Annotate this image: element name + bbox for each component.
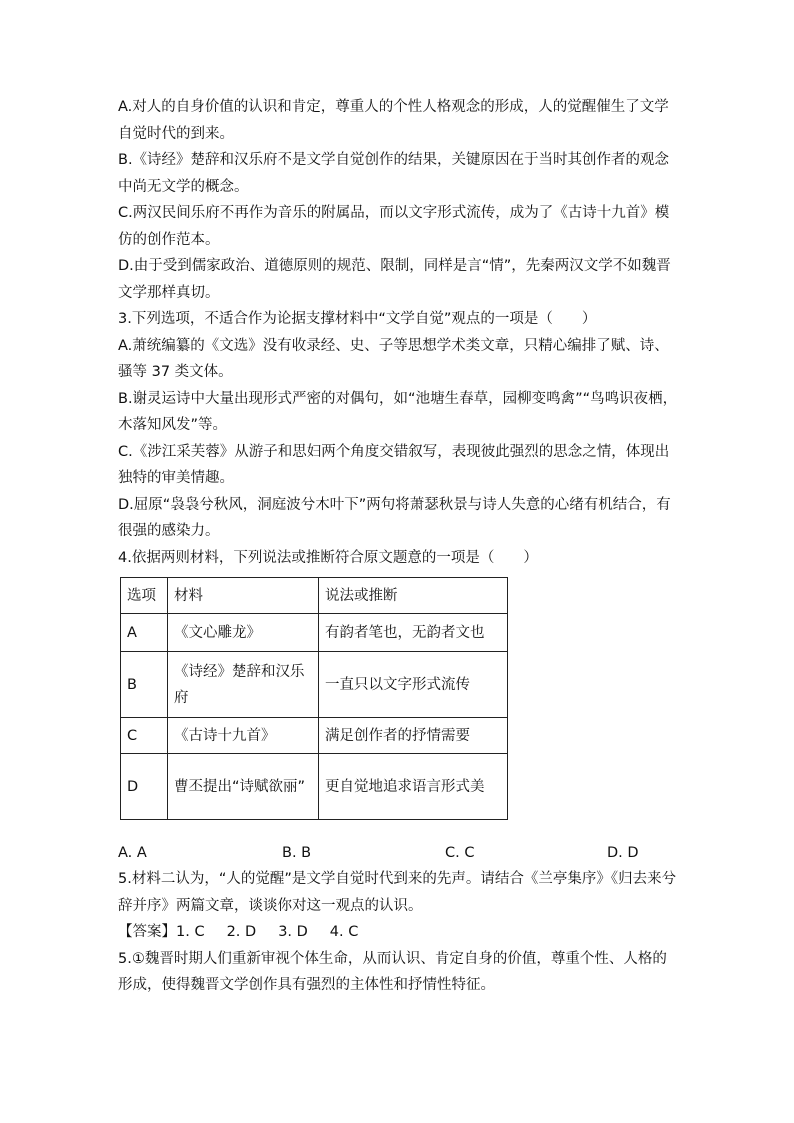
q4-choice-a: A. A [118, 845, 147, 861]
q2-option-b: B.《诗经》楚辞和汉乐府不是文学自觉创作的结果，关键原因在于当时其创作者的观念中尚无文学的概念。 [118, 152, 670, 195]
table-cell: 一直只以文字形式流传 [319, 652, 508, 718]
q4-stem: 4.依据两则材料，下列说法或推断符合原文题意的一项是（ ） [118, 549, 538, 566]
table-row [121, 754, 508, 820]
table-row [121, 652, 508, 718]
q3-option-b: B.谢灵运诗中大量出现形式严密的对偶句，如“池塘生春草，园柳变鸣禽”“鸟鸣识夜栖，木落知风发”等。 [118, 390, 678, 433]
table-header-row [121, 578, 508, 614]
table-header-cell: 说法或推断 [319, 578, 508, 614]
table-row [121, 614, 508, 652]
table-cell: 满足创作者的抒情需要 [319, 718, 508, 754]
q4-choice-b: B. B [282, 845, 312, 861]
table-cell: 《诗经》楚辞和汉乐府 [168, 652, 319, 718]
table-cell: B [121, 652, 168, 718]
q5-answer: 5.①魏晋时期人们重新审视个体生命，从而认识、肯定自身的价值，尊重个性、人格的形成，使得魏晋文学创作具有强烈的主体性和抒情性特征。 [118, 950, 667, 993]
q4-choices [118, 840, 678, 866]
q5-stem: 5.材料二认为，“人的觉醒”是文学自觉时代到来的先声。请结合《兰亭集序》《归去来兮辞并序》两篇文章，谈谈你对这一观点的认识。 [118, 871, 677, 914]
q4-table [120, 577, 508, 820]
q2-option-c: C.两汉民间乐府不再作为音乐的附属品，而以文字形式流传，成为了《古诗十九首》模仿的创作范本。 [118, 205, 670, 248]
answer-item: 2. D [226, 924, 257, 940]
q3-stem: 3.下列选项，不适合作为论据支撑材料中“文学自觉”观点的一项是（ ） [118, 311, 597, 327]
q4-choice-d: D. D [607, 845, 639, 861]
q3-option-c: C.《涉江采芙蓉》从游子和思妇两个角度交错叙写，表现彼此强烈的思念之情，体现出独特的审美情趣。 [118, 443, 670, 486]
table-cell: 有韵者笔也，无韵者文也 [319, 614, 508, 652]
q4-choice-c: C. C [445, 845, 475, 861]
page-content [118, 94, 678, 999]
answer-item: 4. C [329, 924, 359, 940]
table-header-cell: 选项 [121, 578, 168, 614]
table-cell: A [121, 614, 168, 652]
table-row [121, 718, 508, 754]
answer-item: 3. D [278, 924, 308, 940]
answer-label: 【答案】 [118, 924, 176, 940]
q3-option-a: A.萧统编纂的《文选》没有收录经、史、子等思想学术类文章，只精心编排了赋、诗、骚等 37 类文体。 [118, 337, 669, 380]
q2-option-a: A.对人的自身价值的认识和肯定，尊重人的个性人格观念的形成，人的觉醒催生了文学自觉时代的到来。 [118, 99, 669, 142]
table-cell: 曹丕提出“诗赋欲丽” [168, 754, 319, 820]
table-cell: D [121, 754, 168, 820]
table-cell: C [121, 718, 168, 754]
answer-item: 1. C [176, 924, 205, 940]
table-header-cell: 材料 [168, 578, 319, 614]
table-cell: 更自觉地追求语言形式美 [319, 754, 508, 820]
table-cell: 《文心雕龙》 [168, 614, 319, 652]
table-cell: 《古诗十九首》 [168, 718, 319, 754]
q3-option-d: D.屈原“袅袅兮秋风，洞庭波兮木叶下”两句将萧瑟秋景与诗人失意的心绪有机结合，有很强的感染力。 [118, 496, 671, 539]
q2-option-d: D.由于受到儒家政治、道德原则的规范、限制，同样是言“情”，先秦两汉文学不如魏晋文学那样真切。 [118, 258, 671, 301]
answer-line [118, 919, 678, 946]
